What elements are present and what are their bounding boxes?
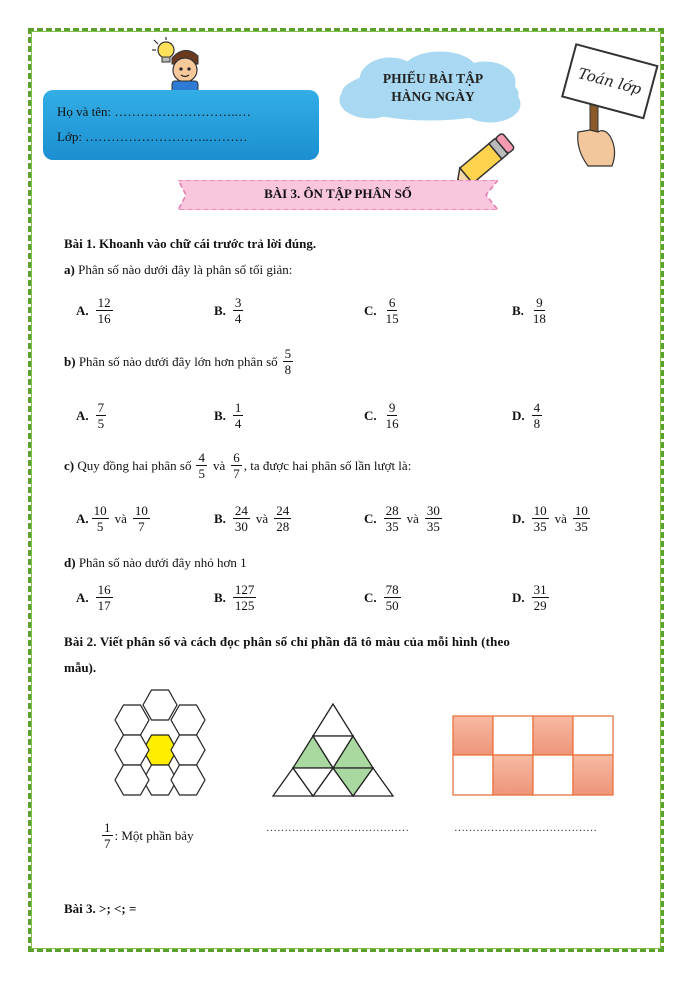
triangle-figure <box>268 700 398 800</box>
hexagon-upper-left <box>115 705 149 735</box>
sign-text: Toán lớp <box>576 64 644 99</box>
question-d-option-a[interactable]: A. $\frac{16}{17}$ <box>76 582 111 613</box>
exercise-3-title: Bài 3. >; <; = <box>64 901 137 916</box>
question-c-option-d[interactable]: D. $\frac{10}{35}$ và $\frac{10}{35}$ <box>512 503 588 534</box>
question-d: d) Phân số nào dưới đây nhỏ hơn 1 <box>64 555 247 570</box>
question-d-option-c[interactable]: C. $\frac{78}{50}$ <box>364 582 399 613</box>
worksheet-title: PHIẾU BÀI TẬP HÀNG NGÀY <box>382 71 484 104</box>
hexagon-bottom-right <box>171 765 205 795</box>
hexagon-flower-figure <box>100 686 218 806</box>
hexagon-top <box>143 690 177 720</box>
question-b-option-d[interactable]: D. $\frac{4}{8}$ <box>512 400 541 431</box>
example-answer: $\frac{1}{7}$ : Một phần bảy <box>104 820 194 851</box>
triangle-answer-blank[interactable]: ………………………………… <box>266 822 409 834</box>
question-c-option-b[interactable]: B. $\frac{24}{30}$ và $\frac{24}{28}$ <box>214 503 290 534</box>
question-b-option-c[interactable]: C. $\frac{9}{16}$ <box>364 400 399 431</box>
student-info-box <box>43 90 319 160</box>
question-a-option-a[interactable]: A. $\frac{12}{16}$ <box>76 295 111 326</box>
rectangle-grid-figure <box>452 714 614 798</box>
question-a-option-b[interactable]: B. $\frac{3}{4}$ <box>214 295 242 326</box>
lesson-title: BÀI 3. ÔN TẬP PHÂN SỐ <box>264 186 412 201</box>
hexagon-lower-right <box>171 735 205 765</box>
hexagon-lower-left <box>115 735 149 765</box>
question-d-option-b[interactable]: B. $\frac{127}{125}$ <box>214 582 255 613</box>
question-d-option-d[interactable]: D. $\frac{31}{29}$ <box>512 582 547 613</box>
question-c: c) Quy đồng hai phân số $\frac{4}{5}$ và $\frac{6}{7}$ , ta được hai phân số lần lượt là: <box>64 450 412 481</box>
exercise-2-title: Bài 2. Viết phân số và cách đọc phân số chỉ phần đã tô màu của mỗi hình (theo mẫu). <box>64 634 511 675</box>
question-a-option-c[interactable]: C. $\frac{6}{15}$ <box>364 295 399 326</box>
class-field-label[interactable]: Lớp: ………………………..……… <box>57 129 248 144</box>
exercise-1-title: Bài 1. Khoanh vào chữ cái trước trả lời đúng. <box>64 236 317 251</box>
question-b-option-a[interactable]: A. $\frac{7}{5}$ <box>76 400 105 431</box>
question-a: a) Phân số nào dưới đây là phân số tối giản: <box>64 262 293 277</box>
hexagon-upper-right <box>171 705 205 735</box>
question-c-option-c[interactable]: C. $\frac{28}{35}$ và $\frac{30}{35}$ <box>364 503 440 534</box>
rectangle-answer-blank[interactable]: ………………………………… <box>454 822 597 834</box>
hexagon-bottom-left <box>115 765 149 795</box>
question-b: b) Phân số nào dưới đây lớn hơn phân số $\frac{5}{8}$ <box>64 346 292 377</box>
student-lightbulb-icon <box>150 36 210 94</box>
question-b-option-b[interactable]: B. $\frac{1}{4}$ <box>214 400 242 431</box>
hand-sign-icon <box>560 40 664 175</box>
question-c-option-a[interactable]: A. $\frac{10}{5}$ và $\frac{10}{7}$ <box>76 503 148 534</box>
question-a-option-d[interactable]: B. $\frac{9}{18}$ <box>512 295 546 326</box>
name-field-label[interactable]: Họ và tên: ………………………..… <box>57 104 251 119</box>
